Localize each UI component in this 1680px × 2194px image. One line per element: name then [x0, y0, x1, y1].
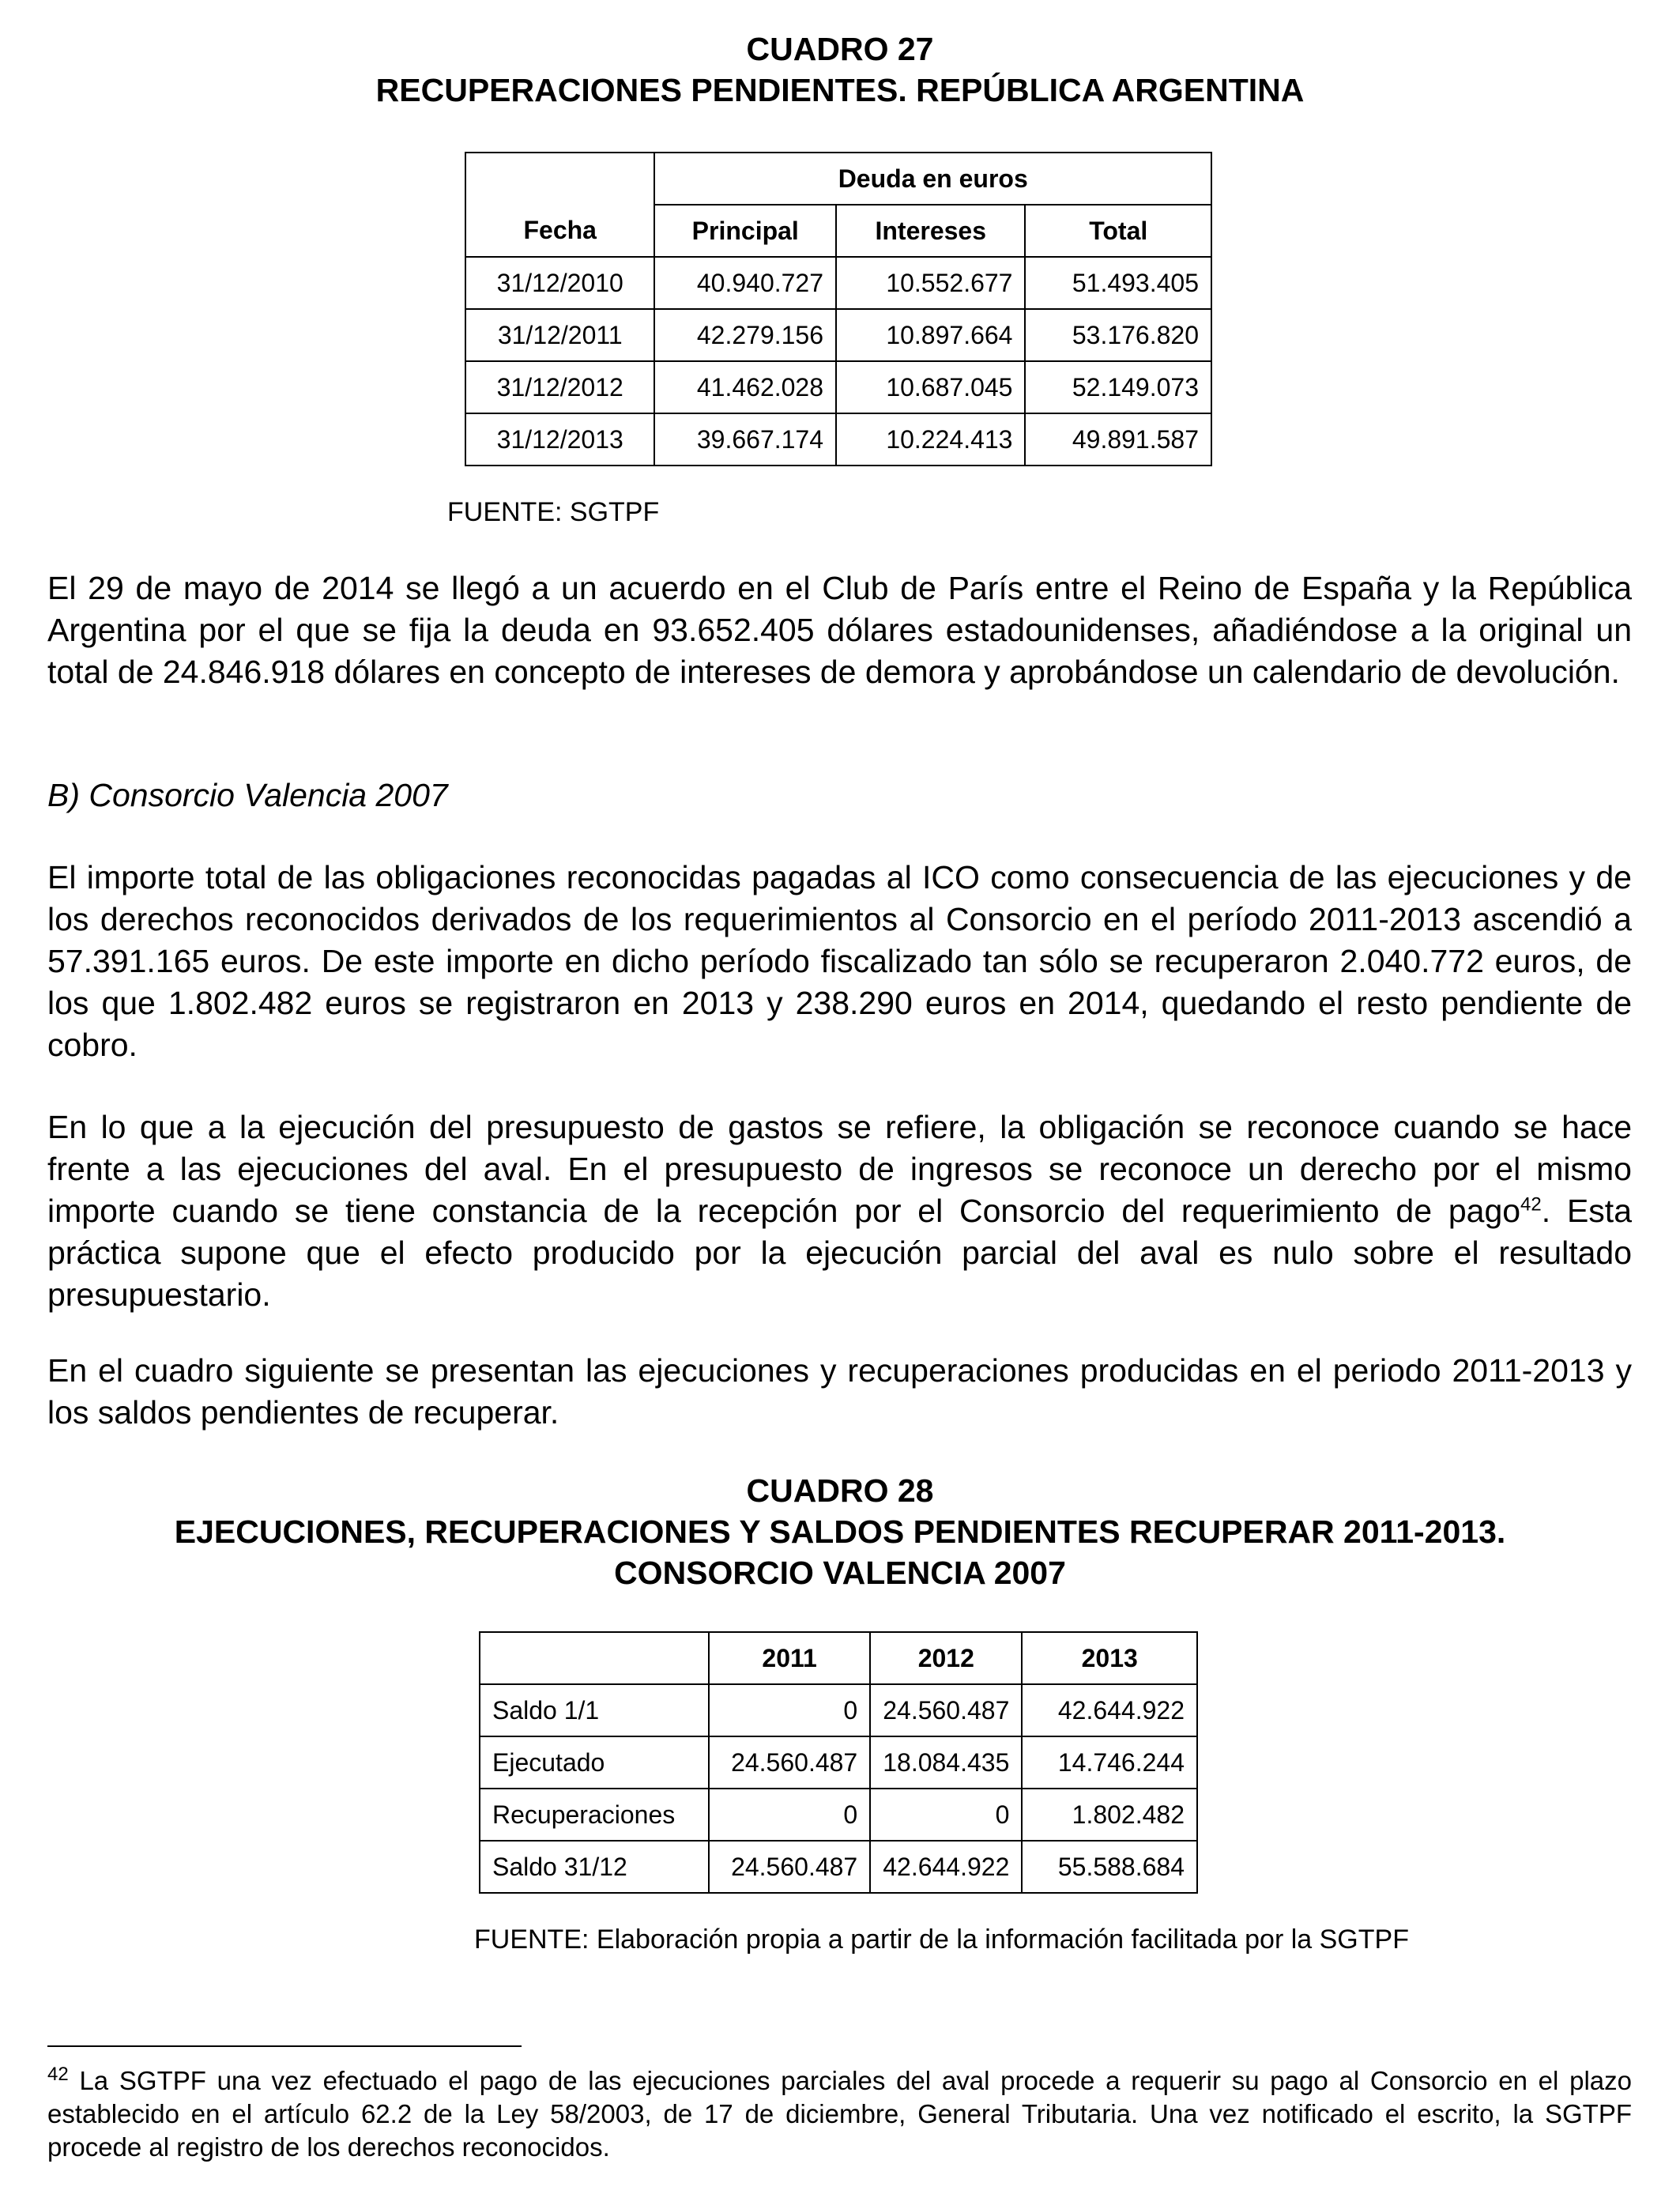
cuadro-27-title: RECUPERACIONES PENDIENTES. REPÚBLICA ARGENTINA: [375, 72, 1305, 108]
footnote-reference[interactable]: 42: [1520, 1193, 1542, 1216]
table-row: [480, 1841, 1197, 1893]
table-header-row: [480, 1632, 1197, 1684]
section-heading-consorcio: B) Consorcio Valencia 2007: [47, 777, 448, 813]
cell-2011: 0: [709, 1684, 870, 1736]
cell-2013: 55.588.684: [1022, 1841, 1197, 1893]
paragraph-text: . Esta práctica supone que el efecto producido por la ejecución parcial del aval es nulo sobre el resultado presupuestario.: [47, 1193, 1632, 1313]
cell-principal: 39.667.174: [654, 413, 836, 466]
cell-intereses: 10.897.664: [836, 309, 1025, 361]
column-header-empty: [480, 1632, 709, 1684]
cell-fecha: 31/12/2013: [465, 413, 654, 466]
cell-2011: 24.560.487: [709, 1736, 870, 1789]
table-row: [480, 1736, 1197, 1789]
cell-2013: 1.802.482: [1022, 1789, 1197, 1841]
table-header-row: [465, 153, 1211, 205]
footnote-separator: [47, 2045, 522, 2047]
row-label: Recuperaciones: [480, 1789, 709, 1841]
cell-intereses: 10.552.677: [836, 257, 1025, 309]
cell-total: 53.176.820: [1025, 309, 1211, 361]
column-header-fecha: Fecha: [465, 153, 654, 257]
cuadro-28-number: CUADRO 28: [746, 1472, 934, 1509]
cell-2011: 24.560.487: [709, 1841, 870, 1893]
cell-2012: 0: [870, 1789, 1022, 1841]
table-row: [465, 361, 1211, 413]
paragraph-text: En lo que a la ejecución del presupuesto de gastos se refiere, la obligación se reconoce cuando se hace frente a las ejecuciones del aval. En el presupuesto de ingresos se reconoce un derecho por el mismo importe cuando se tiene constancia de la recepción por el Consorcio del requerimiento de pago: [47, 1109, 1632, 1229]
row-label: Saldo 31/12: [480, 1841, 709, 1893]
cell-intereses: 10.687.045: [836, 361, 1025, 413]
table-row: [465, 257, 1211, 309]
cell-intereses: 10.224.413: [836, 413, 1025, 466]
row-label: Saldo 1/1: [480, 1684, 709, 1736]
cuadro-28-table: [479, 1631, 1198, 1894]
table-row: [480, 1789, 1197, 1841]
cell-2011: 0: [709, 1789, 870, 1841]
cell-fecha: 31/12/2012: [465, 361, 654, 413]
column-header-total: Total: [1025, 205, 1211, 257]
column-header-principal: Principal: [654, 205, 836, 257]
cell-principal: 42.279.156: [654, 309, 836, 361]
table-row: [465, 413, 1211, 466]
cell-2012: 24.560.487: [870, 1684, 1022, 1736]
cell-2013: 14.746.244: [1022, 1736, 1197, 1789]
paragraph-cuadro-siguiente: En el cuadro siguiente se presentan las ejecuciones y recuperaciones producidas en el periodo 2011-2013 y los saldos pendientes de recuperar.: [47, 1352, 1632, 1431]
paragraph-acuerdo-club-paris: El 29 de mayo de 2014 se llegó a un acuerdo en el Club de París entre el Reino de España y la República Argentina por el que se fija la deuda en 93.652.405 dólares estadounidenses, añadiéndose a la original un total de 24.846.918 dólares en concepto de intereses de demora y aprobándose un calendario de devolución.: [47, 570, 1632, 690]
cuadro-27-table: [465, 152, 1212, 466]
cell-2012: 18.084.435: [870, 1736, 1022, 1789]
cell-principal: 41.462.028: [654, 361, 836, 413]
cell-total: 52.149.073: [1025, 361, 1211, 413]
cuadro-27-number: CUADRO 27: [746, 31, 934, 67]
column-header-2013: 2013: [1022, 1632, 1197, 1684]
column-header-2012: 2012: [870, 1632, 1022, 1684]
group-header-deuda: Deuda en euros: [654, 153, 1211, 205]
footnote: [47, 2064, 1632, 2164]
column-header-2011: 2011: [709, 1632, 870, 1684]
cell-fecha: 31/12/2010: [465, 257, 654, 309]
column-header-intereses: Intereses: [836, 205, 1025, 257]
footnote-text: La SGTPF una vez efectuado el pago de las ejecuciones parciales del aval procede a requerir su pago al Consorcio en el plazo establecido en el artículo 62.2 de la Ley 58/2003, de 17 de diciembre, General Tributaria. Una vez notificado el escrito, la SGTPF procede al registro de los derechos reconocidos.: [47, 2066, 1632, 2162]
cell-fecha: 31/12/2011: [465, 309, 654, 361]
cuadro-28-source: FUENTE: Elaboración propia a partir de la información facilitada por la SGTPF: [474, 1924, 1409, 1955]
table-row: [465, 309, 1211, 361]
paragraph-importe-total: El importe total de las obligaciones reconocidas pagadas al ICO como consecuencia de las ejecuciones y de los derechos reconocidos derivados de los requerimientos al Consorcio en el período 2011-2013 ascendió a 57.391.165 euros. De este importe en dicho período fiscalizado tan sólo se recuperaron 2.040.772 euros, de los que 1.802.482 euros se registraron en 2013 y 238.290 euros en 2014, quedando el resto pendiente de cobro.: [47, 859, 1632, 1063]
cuadro-28-title-line2: CONSORCIO VALENCIA 2007: [614, 1555, 1066, 1591]
cuadro-27-source: FUENTE: SGTPF: [447, 497, 660, 527]
footnote-number: 42: [47, 2064, 69, 2085]
cell-principal: 40.940.727: [654, 257, 836, 309]
cell-2013: 42.644.922: [1022, 1684, 1197, 1736]
cell-total: 49.891.587: [1025, 413, 1211, 466]
paragraph-ejecucion-presupuesto: [47, 1106, 1632, 1316]
row-label: Ejecutado: [480, 1736, 709, 1789]
cell-2012: 42.644.922: [870, 1841, 1022, 1893]
table-row: [480, 1684, 1197, 1736]
cuadro-28-title-line1: EJECUCIONES, RECUPERACIONES Y SALDOS PENDIENTES RECUPERAR 2011-2013.: [174, 1514, 1506, 1550]
cell-total: 51.493.405: [1025, 257, 1211, 309]
